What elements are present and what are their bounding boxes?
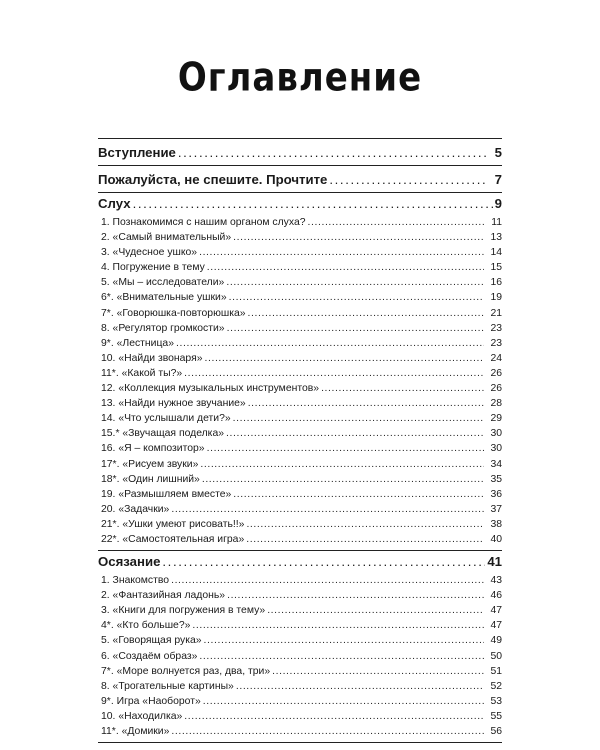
list-item[interactable] (101, 396, 502, 411)
item-page: 13 (490, 232, 502, 244)
leader-dots (329, 166, 486, 194)
list-item[interactable] (101, 336, 502, 351)
item-page: 47 (490, 620, 502, 632)
list-item[interactable] (101, 724, 502, 739)
item-label: 14. «Что услышали дети?» (101, 413, 231, 425)
item-label: 10. «Находилка» (101, 710, 183, 722)
list-item[interactable] (101, 441, 502, 456)
item-page: 53 (490, 695, 502, 707)
item-label: 2. «Самый внимательный» (101, 232, 232, 244)
section-title: Слух (98, 196, 131, 211)
list-item[interactable] (101, 260, 502, 275)
item-page: 51 (490, 665, 502, 677)
item-page: 24 (490, 352, 502, 364)
leader-dots (203, 694, 484, 709)
item-label: 8. «Регулятор громкости» (101, 322, 225, 334)
leader-dots (207, 260, 484, 275)
list-item[interactable] (101, 649, 502, 664)
section-heading-hearing[interactable] (98, 193, 502, 215)
table-of-contents (98, 138, 502, 743)
leader-dots (248, 396, 484, 411)
list-item[interactable] (101, 321, 502, 336)
section-heading-touch[interactable] (98, 551, 502, 573)
item-page: 30 (490, 428, 502, 440)
item-label: 4. Погружение в тему (101, 262, 205, 274)
item-page: 23 (490, 322, 502, 334)
item-label: 7*. «Говорюшка-повторюшка» (101, 307, 246, 319)
list-item[interactable] (101, 709, 502, 724)
item-label: 11*. «Какой ты?» (101, 367, 183, 379)
list-item[interactable] (101, 588, 502, 603)
list-item[interactable] (101, 633, 502, 648)
item-page: 52 (490, 680, 502, 692)
item-page: 55 (490, 710, 502, 722)
item-label: 20. «Задачки» (101, 503, 170, 515)
item-label: 15.* «Звучащая поделка» (101, 428, 225, 440)
leader-dots (162, 551, 485, 573)
item-label: 21*. «Ушки умеют рисовать!!» (101, 518, 245, 530)
toc-entry-page: 7 (494, 172, 502, 187)
item-label: 3. «Чудесное ушко» (101, 247, 198, 259)
leader-dots (133, 193, 493, 215)
item-page: 11 (491, 217, 502, 228)
list-item[interactable] (101, 517, 502, 532)
leader-dots (227, 321, 484, 336)
item-page: 21 (490, 307, 502, 319)
item-label: 1. Знакомство (101, 575, 170, 587)
list-item[interactable] (101, 694, 502, 709)
list-item[interactable] (101, 664, 502, 679)
item-label: 19. «Размышляем вместе» (101, 488, 232, 500)
list-item[interactable] (101, 366, 502, 381)
leader-dots (226, 275, 484, 290)
leader-dots (204, 351, 484, 366)
section-page: 41 (487, 554, 502, 570)
leader-dots (227, 588, 484, 603)
toc-entry-please-read[interactable] (98, 166, 502, 192)
leader-dots (321, 381, 484, 396)
item-label: 18*. «Один лишний» (101, 473, 200, 485)
leader-dots (204, 633, 484, 648)
section-items-touch (98, 573, 502, 742)
leader-dots (171, 502, 484, 517)
list-item[interactable] (101, 603, 502, 618)
leader-dots (272, 664, 484, 679)
item-page: 37 (490, 503, 502, 515)
leader-dots (246, 517, 484, 532)
item-page: 19 (490, 292, 502, 304)
leader-dots (171, 573, 484, 588)
leader-dots (233, 411, 484, 426)
list-item[interactable] (101, 532, 502, 547)
leader-dots (226, 426, 484, 441)
list-item[interactable] (101, 381, 502, 396)
leader-dots (229, 290, 484, 305)
list-item[interactable] (101, 426, 502, 441)
item-label: 8. «Трогательные картины» (101, 680, 234, 692)
section-page: 9 (494, 196, 502, 211)
item-label: 1. Познакомимся с нашим органом слуха? (101, 217, 306, 228)
leader-dots (199, 245, 484, 260)
list-item[interactable] (101, 230, 502, 245)
list-item[interactable] (101, 351, 502, 366)
item-label: 6*. «Внимательные ушки» (101, 292, 227, 304)
toc-entry-intro[interactable] (98, 139, 502, 165)
item-label: 10. «Найди звонаря» (101, 352, 203, 364)
leader-dots (202, 472, 484, 487)
item-page: 16 (490, 277, 502, 289)
item-page: 30 (490, 443, 502, 455)
item-page: 43 (490, 575, 502, 587)
list-item[interactable] (101, 275, 502, 290)
list-item[interactable] (101, 573, 502, 588)
list-item[interactable] (101, 487, 502, 502)
divider (98, 742, 502, 743)
section-title: Осязание (98, 554, 161, 570)
item-label: 9*. «Лестница» (101, 337, 174, 349)
item-label: 5. «Говорящая рука» (101, 635, 202, 647)
list-item[interactable] (101, 472, 502, 487)
item-page: 23 (490, 337, 502, 349)
item-page: 40 (490, 533, 502, 545)
leader-dots (192, 618, 484, 633)
item-label: 17*. «Рисуем звуки» (101, 458, 199, 470)
leader-dots (171, 724, 484, 739)
item-page: 35 (490, 473, 502, 485)
list-item[interactable] (101, 245, 502, 260)
section-items-hearing (98, 215, 502, 550)
list-item[interactable] (101, 618, 502, 633)
item-label: 3. «Книги для погружения в тему» (101, 605, 266, 617)
leader-dots (176, 336, 484, 351)
item-page: 50 (490, 650, 502, 662)
item-page: 56 (490, 726, 502, 737)
leader-dots (233, 487, 484, 502)
item-label: 11*. «Домики» (101, 726, 170, 737)
item-label: 9*. Игра «Наоборот» (101, 695, 201, 707)
leader-dots (236, 679, 484, 694)
item-page: 36 (490, 488, 502, 500)
item-label: 4*. «Кто больше?» (101, 620, 191, 632)
item-page: 34 (490, 458, 502, 470)
leader-dots (184, 366, 484, 381)
item-label: 16. «Я – композитор» (101, 443, 205, 455)
item-page: 46 (490, 590, 502, 602)
page-title: Оглавление (177, 55, 423, 101)
leader-dots (267, 603, 484, 618)
item-label: 5. «Мы – исследователи» (101, 277, 225, 289)
item-page: 28 (490, 398, 502, 410)
toc-entry-label: Вступление (98, 145, 176, 160)
list-item[interactable] (101, 411, 502, 426)
leader-dots (207, 441, 484, 456)
item-page: 14 (490, 247, 502, 259)
toc-entry-page: 5 (494, 145, 502, 160)
item-page: 49 (490, 635, 502, 647)
item-page: 47 (490, 605, 502, 617)
leader-dots (178, 139, 486, 167)
item-page: 26 (490, 383, 502, 395)
item-label: 6. «Создаём образ» (101, 650, 198, 662)
item-page: 26 (490, 367, 502, 379)
list-item[interactable] (101, 457, 502, 472)
item-label: 13. «Найди нужное звучание» (101, 398, 246, 410)
list-item[interactable] (101, 502, 502, 517)
item-label: 22*. «Самостоятельная игра» (101, 533, 245, 545)
leader-dots (248, 306, 484, 321)
item-label: 12. «Коллекция музыкальных инструментов» (101, 383, 320, 395)
leader-dots (233, 230, 484, 245)
list-item[interactable] (101, 679, 502, 694)
leader-dots (200, 457, 484, 472)
list-item[interactable] (101, 290, 502, 305)
leader-dots (199, 649, 484, 664)
item-label: 7*. «Море волнуется раз, два, три» (101, 665, 271, 677)
toc-entry-label: Пожалуйста, не спешите. Прочтите (98, 172, 328, 187)
leader-dots (246, 532, 484, 547)
leader-dots (308, 215, 484, 230)
list-item[interactable] (101, 306, 502, 321)
item-page: 15 (490, 262, 502, 274)
leader-dots (184, 709, 484, 724)
item-page: 29 (490, 413, 502, 425)
list-item[interactable] (101, 215, 502, 230)
item-page: 38 (490, 518, 502, 530)
item-label: 2. «Фантазийная ладонь» (101, 590, 226, 602)
